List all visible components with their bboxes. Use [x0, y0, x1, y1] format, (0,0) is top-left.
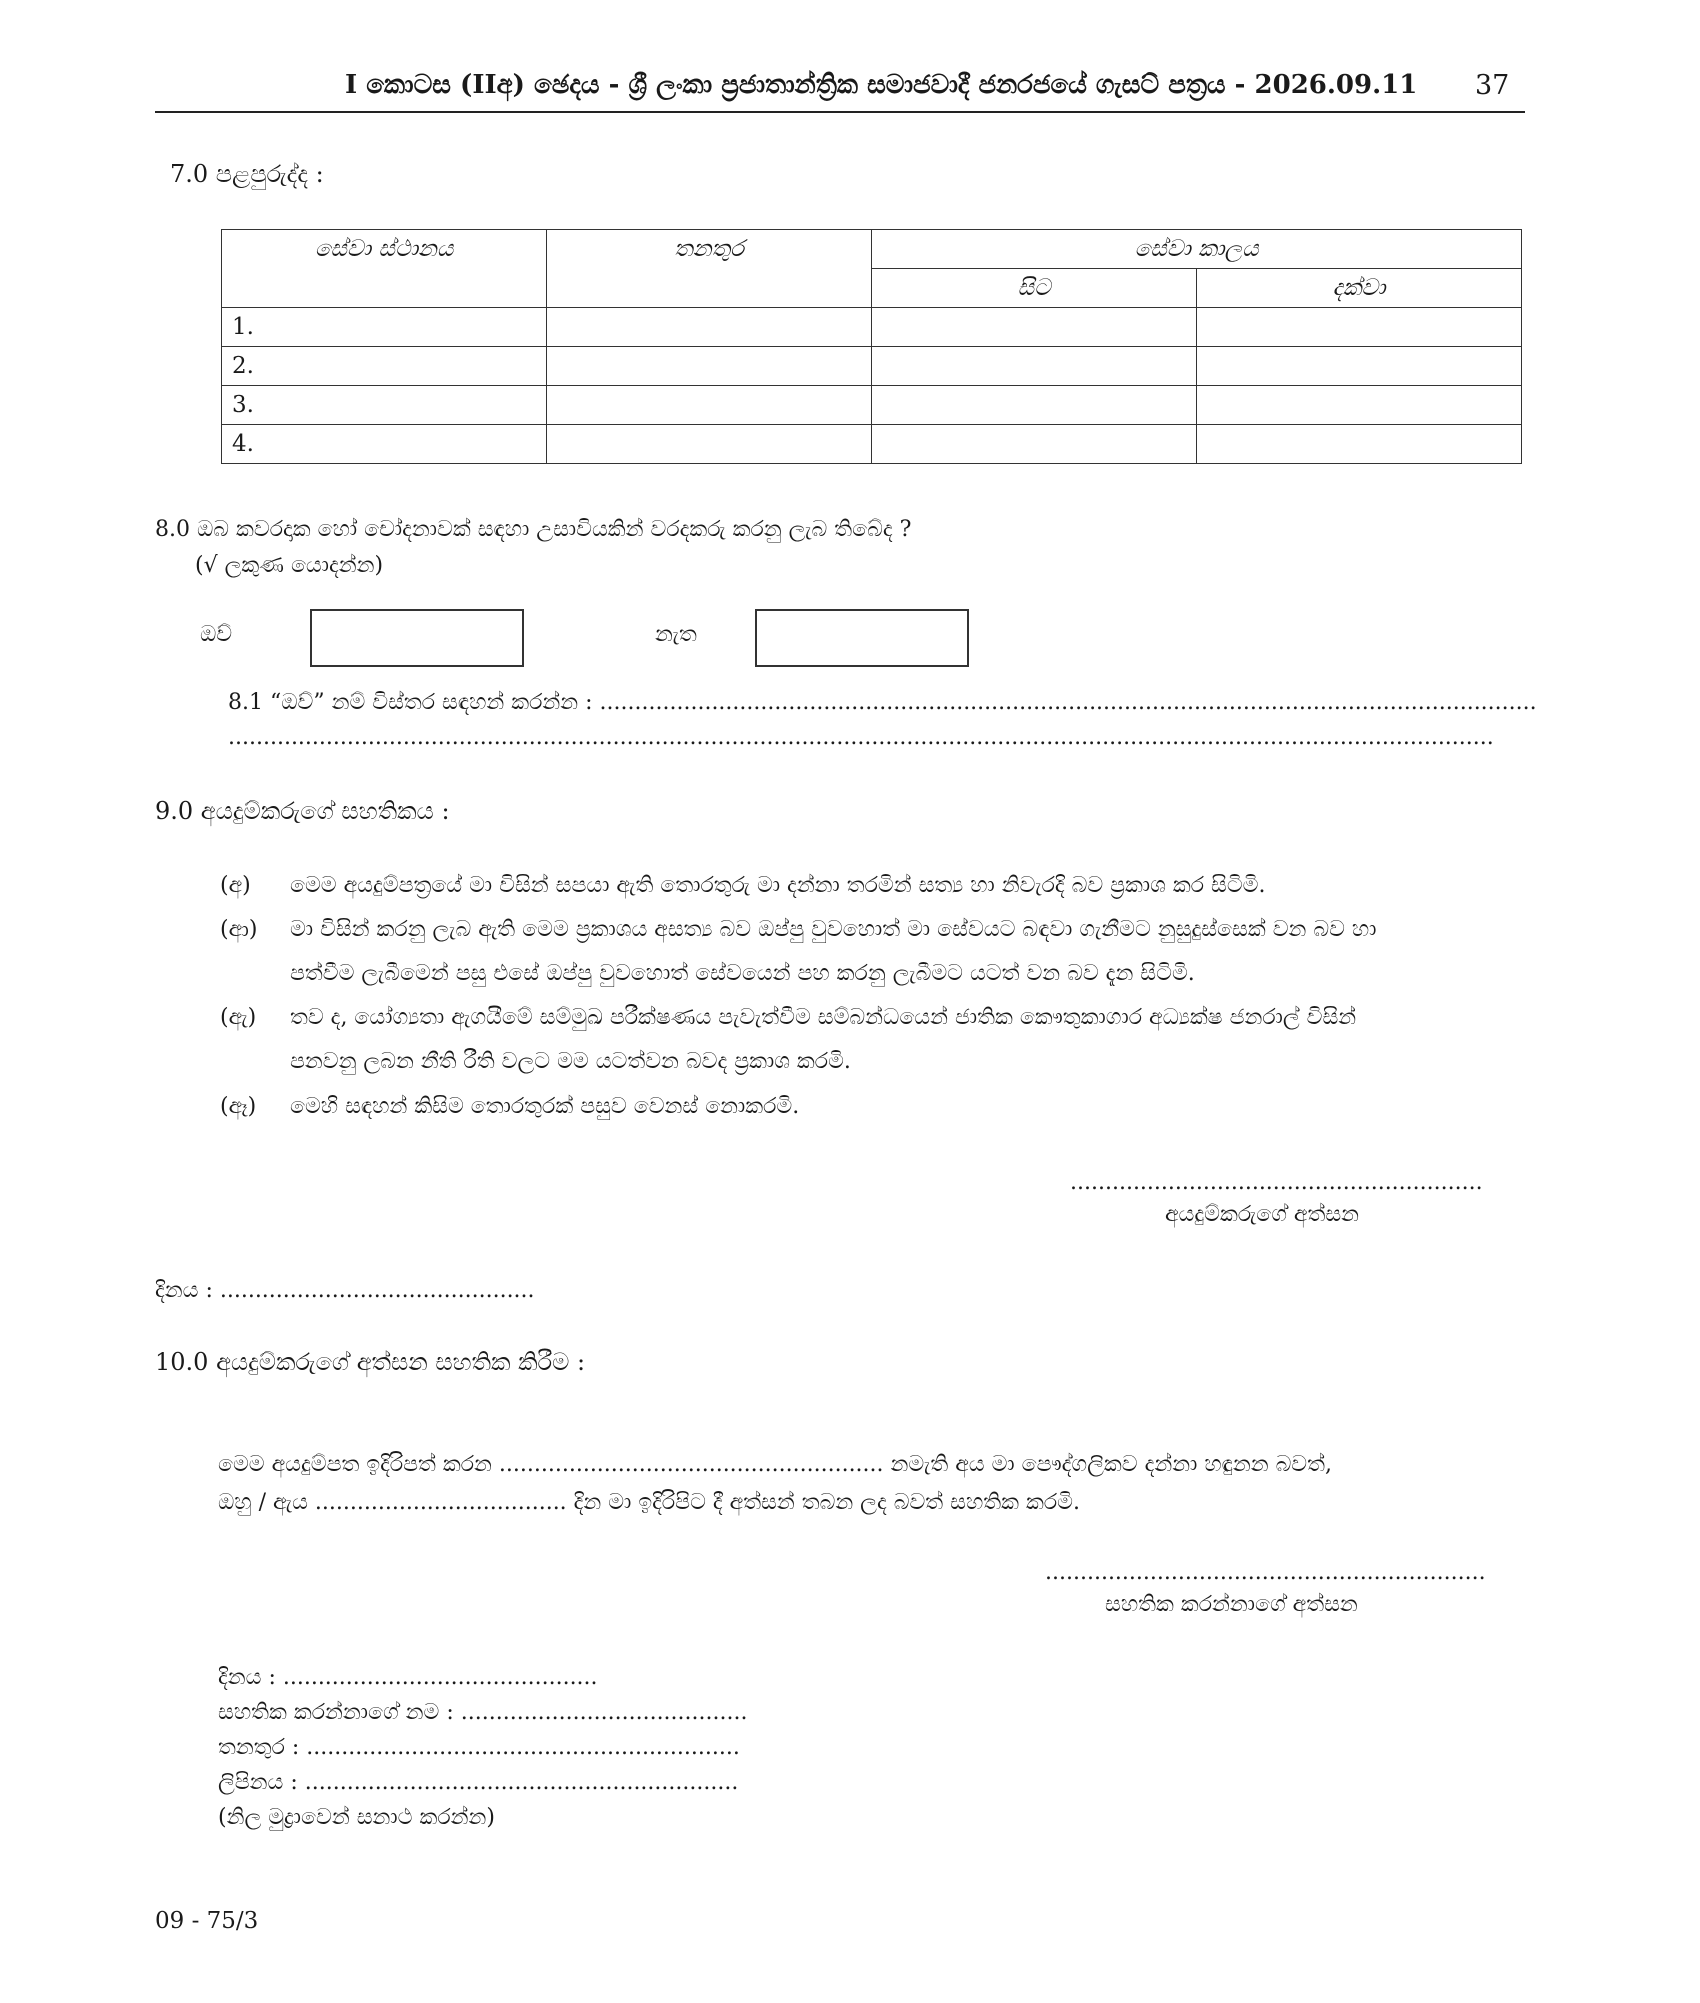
certifier-name-field[interactable]: සහතික කරන්නාගේ නම : ......................................... — [218, 1700, 748, 1725]
declaration-item — [220, 1005, 1356, 1030]
table-cell[interactable] — [1197, 386, 1522, 425]
col-header-place: සේවා ස්ථානය — [222, 230, 547, 308]
details-label — [228, 690, 1537, 715]
details-field-line[interactable]: ...................................................................................................................................... — [599, 690, 1537, 715]
yes-label: ඔව් — [200, 622, 233, 647]
footer-code: 09 - 75/3 — [155, 1908, 259, 1934]
table-cell[interactable] — [547, 386, 872, 425]
attestation-line-2: ඔහු / ඇය .................................... දින මා ඉදිරිපිට දී අත්සන් තබන ලද බවත් සහතික කරමි. — [218, 1490, 1080, 1515]
declaration-item-label: (ආ) — [220, 917, 258, 942]
declaration-item — [220, 1049, 851, 1074]
table-row — [222, 308, 1522, 347]
official-seal-note: (නිල මුද්‍රාවෙන් සනාථ කරන්න) — [218, 1805, 495, 1830]
declaration-item-text: මා විසින් කරනු ලැබ ඇති මෙම ප්‍රකාශය අසත්‍ය බව ඔප්පු වුවහොත් මා සේවයට බඳවා ගැනීමට නුසුදුස්සෙක් වන බව හා — [290, 917, 1377, 942]
declaration-item-label: (ඇ) — [220, 1005, 257, 1030]
details-prompt: 8.1 “ඔව්” නම් විස්තර සඳහන් කරන්න : — [228, 690, 593, 715]
details-field-line-2[interactable]: ..................................................................................................................................................................................... — [228, 725, 1494, 750]
table-cell[interactable] — [872, 425, 1197, 464]
declaration-item-text: තව ද, යෝග්‍යතා ඇගයීමේ සම්මුඛ පරීක්ෂණය පැවැත්වීම සම්බන්ධයෙන් ජාතික කෞතුකාගාර අධ්‍යක්ෂ ජනරාල් විසින් — [290, 1005, 1357, 1030]
certifier-date-field[interactable]: දිනය : ............................................. — [218, 1665, 598, 1690]
table-row — [222, 386, 1522, 425]
table-cell[interactable] — [1197, 308, 1522, 347]
table-cell[interactable] — [547, 308, 872, 347]
row-number: 4. — [222, 425, 547, 464]
declaration-item-text: මෙම අයදුම්පත්‍රයේ මා විසින් සපයා ඇති තොරතුරු මා දන්නා තරමින් සත්‍ය හා නිවැරදි බව ප්‍රකාශ කර සිටිමි. — [290, 873, 1266, 898]
section-8-instruction: (√ ලකුණ යොදන්න) — [195, 553, 384, 578]
header-rule — [155, 111, 1525, 113]
declaration-item — [220, 917, 1376, 942]
certifier-post-field[interactable]: තනතුර : .............................................................. — [218, 1735, 740, 1760]
section-8-question: 8.0 ඔබ කවරදාක හෝ චෝදනාවක් සඳහා උසාවියකින් වරදකරු කරනු ලැබ තිබේද ? — [155, 517, 912, 542]
no-checkbox[interactable] — [755, 609, 969, 667]
declaration-item-text: පත්වීම ලැබීමෙන් පසු එසේ ඔප්පු වුවහොත් සේවයෙන් පහ කරනු ලැබීමට යටත් වන බව දැන සිටිමි. — [290, 961, 1195, 986]
declaration-item — [220, 961, 1195, 986]
table-cell[interactable] — [547, 425, 872, 464]
declaration-item-label: (අ) — [220, 873, 251, 898]
experience-table — [221, 229, 1522, 464]
applicant-date-field[interactable]: දිනය : ............................................. — [155, 1278, 535, 1303]
certifier-signature-line[interactable]: ............................................................... — [1045, 1560, 1486, 1585]
applicant-signature-label: අයදුම්කරුගේ අත්සන — [1165, 1202, 1360, 1227]
table-cell[interactable] — [1197, 425, 1522, 464]
certifier-address-field[interactable]: ලිපිනය : .............................................................. — [218, 1770, 739, 1795]
table-cell[interactable] — [872, 386, 1197, 425]
no-label: නැත — [655, 622, 697, 647]
table-cell[interactable] — [872, 347, 1197, 386]
col-header-from: සිට — [872, 269, 1197, 308]
row-number: 3. — [222, 386, 547, 425]
col-header-period: සේවා කාලය — [872, 230, 1522, 269]
section-10-heading: 10.0 අයදුම්කරුගේ අත්සන සහතික කිරීම : — [155, 1348, 586, 1376]
certifier-signature-label: සහතික කරන්නාගේ අත්සන — [1105, 1592, 1358, 1617]
gazette-header-title: I කොටස (IIඅ) ඡෙදය - ශ්‍රී ලංකා ප්‍රජාතාන්ත්‍රික සමාජවාදී ජනරජයේ ගැසට් පත්‍රය - 2026.09.11 — [345, 70, 1418, 100]
section-7-heading: 7.0 පළපුරුද්ද : — [170, 160, 324, 188]
applicant-signature-line[interactable]: ........................................................... — [1070, 1170, 1483, 1195]
yes-checkbox[interactable] — [310, 609, 524, 667]
declaration-item — [220, 1094, 799, 1119]
declaration-item-label: (ඈ) — [220, 1094, 257, 1119]
table-row — [222, 347, 1522, 386]
attestation-line-1: මෙම අයදුම්පත ඉදිරිපත් කරන ....................................................... නමැති අය මා පෞද්ගලිකව දන්නා හඳුනන බවත්, — [218, 1452, 1332, 1477]
row-number: 1. — [222, 308, 547, 347]
declaration-item — [220, 873, 1265, 898]
declaration-item-text: පනවනු ලබන නීති රීති වලට මම යටත්වන බවද ප්‍රකාශ කරමි. — [290, 1049, 851, 1074]
table-cell[interactable] — [872, 308, 1197, 347]
table-cell[interactable] — [547, 347, 872, 386]
row-number: 2. — [222, 347, 547, 386]
declaration-item-text: මෙහි සඳහන් කිසිම තොරතුරක් පසුව වෙනස් නොකරමි. — [290, 1094, 800, 1119]
table-row — [222, 425, 1522, 464]
page-number: 37 — [1475, 70, 1510, 101]
col-header-to: දක්වා — [1197, 269, 1522, 308]
table-cell[interactable] — [1197, 347, 1522, 386]
section-9-heading: 9.0 අයදුම්කරුගේ සහතිකය : — [155, 797, 450, 825]
col-header-post: තනතුර — [547, 230, 872, 308]
